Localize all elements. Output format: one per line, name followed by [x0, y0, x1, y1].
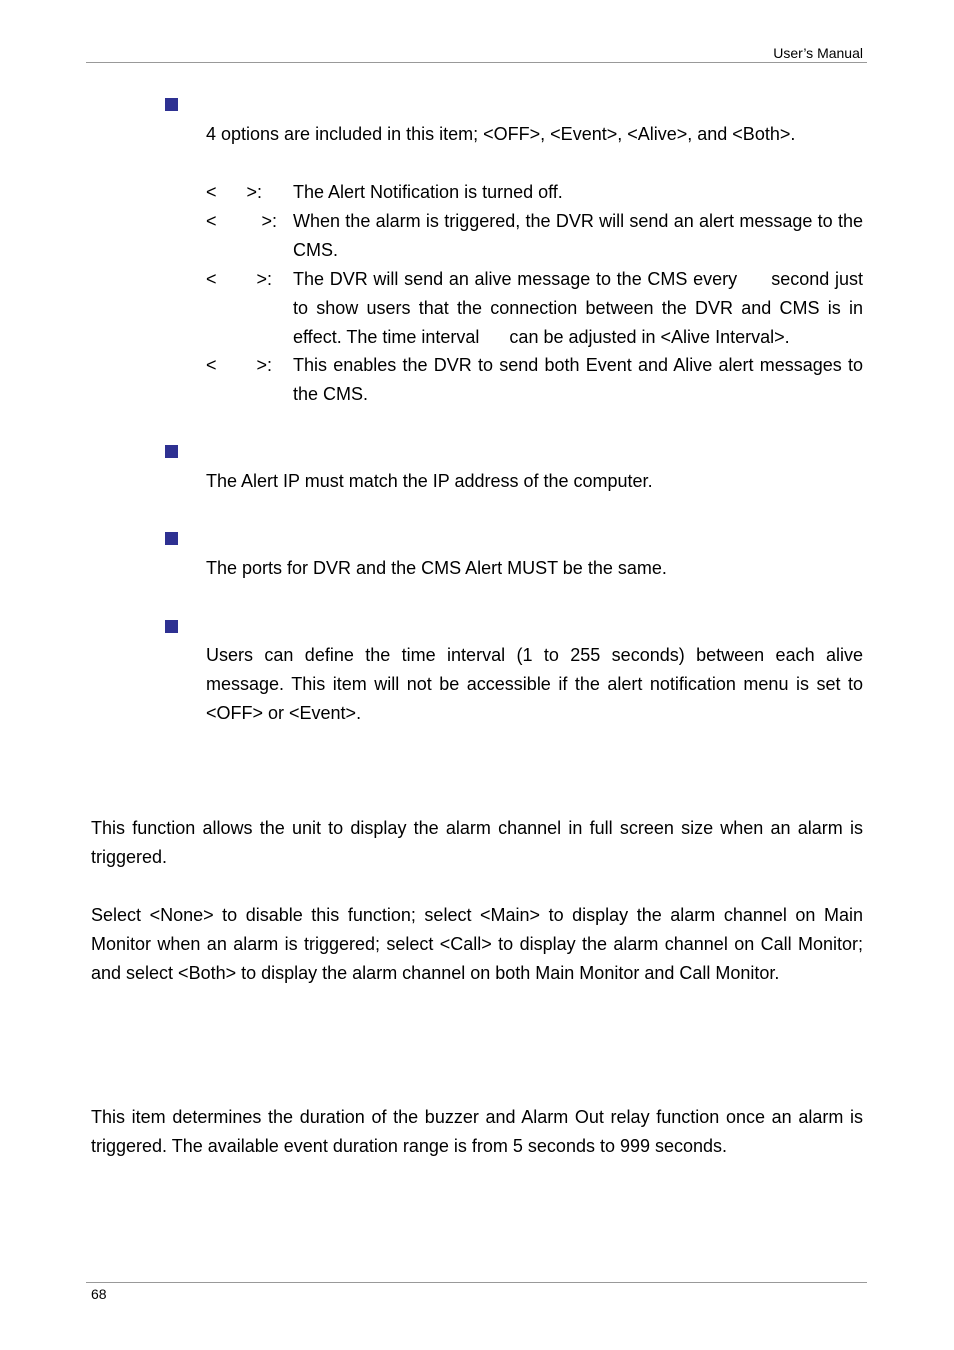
alive-interval-text: Users can define the time interval (1 to 255 seconds) between each alive message. This item will not be accessible if the alert notification menu is set to <OFF> or <Event>.	[206, 645, 863, 723]
option-alive-key: < >:	[206, 269, 273, 289]
option-off-key: < >:	[206, 182, 263, 202]
option-off	[206, 178, 863, 207]
option-alive-desc: The DVR will send an alive message to the CMS every second just to show users that the connection between the DVR and CMS is in effect. The time interval can be adjusted in <Alive Interval>.	[293, 269, 869, 347]
event-duration-para: This item determines the duration of the buzzer and Alarm Out relay function once an alarm is triggered. The available event duration range is from 5 seconds to 999 seconds.	[91, 1107, 863, 1156]
option-both-desc: This enables the DVR to send both Event and Alive alert messages to the CMS.	[293, 355, 863, 404]
section-bullet-alert-port	[165, 532, 178, 545]
section-bullet-alert-ip	[165, 445, 178, 458]
option-both-key: < >:	[206, 355, 273, 375]
section-bullet-alive-interval	[165, 620, 178, 633]
alert-port-text: The ports for DVR and the CMS Alert MUST be the same.	[206, 558, 667, 578]
option-event-desc: When the alarm is triggered, the DVR will send an alert message to the CMS.	[293, 211, 863, 260]
header-rule	[86, 62, 867, 63]
option-both	[206, 351, 863, 409]
option-event	[206, 207, 863, 265]
option-off-desc: The Alert Notification is turned off.	[293, 182, 563, 202]
footer-rule	[86, 1282, 867, 1283]
running-header: User’s Manual	[773, 45, 863, 61]
page-number: 68	[91, 1286, 107, 1302]
section-bullet-alert-notification	[165, 98, 178, 111]
full-screen-para-1: This function allows the unit to display the alarm channel in full screen size when an alarm is triggered.	[91, 818, 863, 867]
option-alive	[206, 265, 869, 352]
alert-ip-text: The Alert IP must match the IP address of the computer.	[206, 471, 653, 491]
option-event-key: < >:	[206, 211, 278, 231]
full-screen-para-2: Select <None> to disable this function; select <Main> to display the alarm channel on Main Monitor when an alarm is triggered; select <Call> to display the alarm channel on Call Monitor; and select <Both> to display the alarm channel on both Main Monitor and Call Monitor.	[91, 905, 863, 983]
alert-notification-intro: 4 options are included in this item; <OFF>, <Event>, <Alive>, and <Both>.	[206, 124, 796, 144]
